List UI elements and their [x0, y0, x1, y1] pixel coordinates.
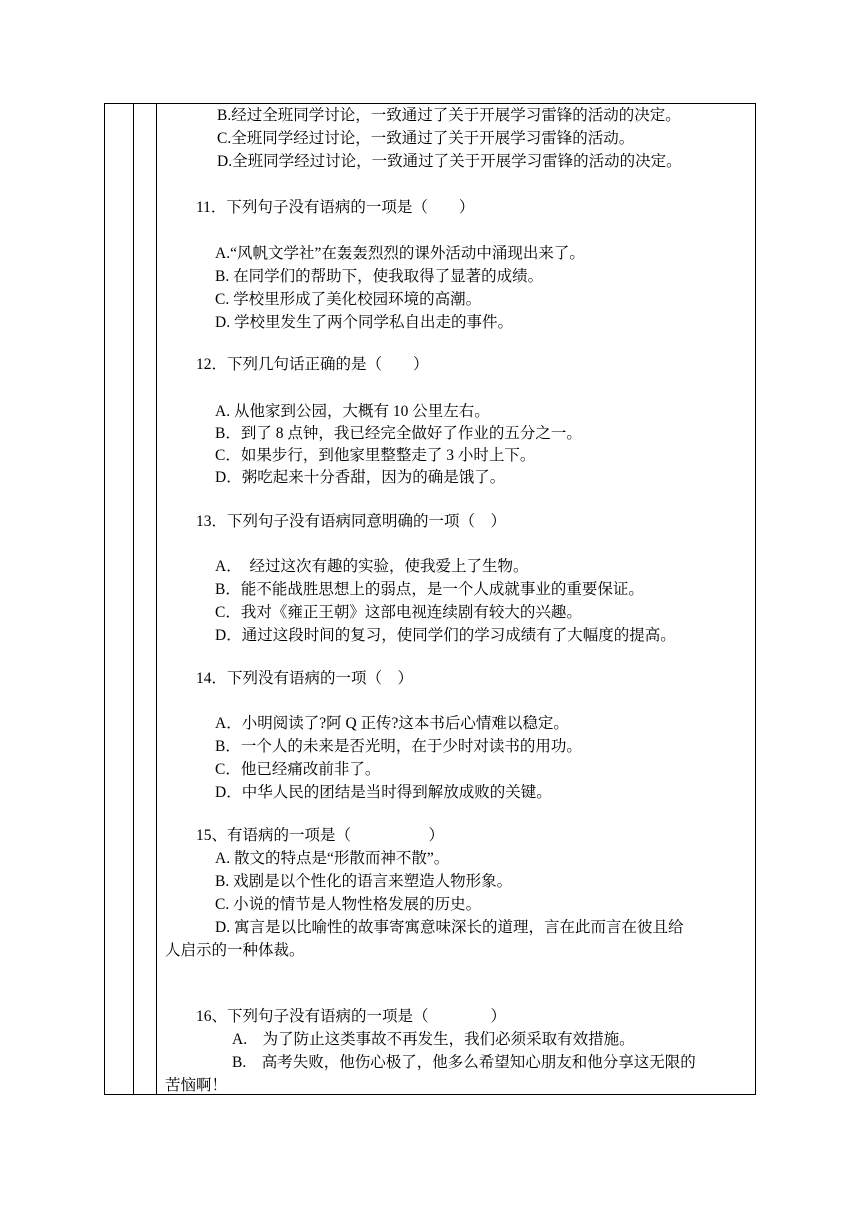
- option-a-q11: A.“风帆文学社”在轰轰烈烈的课外活动中涌现出来了。: [215, 245, 585, 262]
- option-b-q14: B．一个人的未来是否光明，在于少时对读书的用功。: [215, 738, 582, 755]
- option-b-q11: B. 在同学们的帮助下，使我取得了显著的成绩。: [215, 268, 544, 285]
- column-divider-1: [133, 104, 134, 1094]
- question-15: 15、有语病的一项是（ ）: [196, 827, 445, 844]
- question-13: 13．下列句子没有语病同意明确的一项（ ）: [196, 513, 507, 530]
- option-a-q12: A. 从他家到公园，大概有 10 公里左右。: [215, 403, 490, 420]
- option-a-q13: A． 经过这次有趣的实验，使我爱上了生物。: [215, 558, 529, 575]
- option-c-q11: C. 学校里形成了美化校园环境的高潮。: [215, 291, 482, 308]
- question-14: 14．下列没有语病的一项（ ）: [196, 670, 414, 687]
- option-c-q13: C．我对《雍正王朝》这部电视连续剧有较大的兴趣。: [215, 604, 582, 621]
- question-11: 11．下列句子没有语病的一项是（ ）: [196, 199, 475, 216]
- question-content-cell: [157, 103, 754, 1095]
- option-d-q12: D．粥吃起来十分香甜，因为的确是饿了。: [215, 469, 506, 486]
- option-a-q16: A. 为了防止这类事故不再发生，我们必须采取有效措施。: [232, 1031, 635, 1048]
- option-b-q12: B．到了 8 点钟，我已经完全做好了作业的五分之一。: [215, 425, 582, 442]
- option-c-q12: C．如果步行，到他家里整整走了 3 小时上下。: [215, 447, 536, 464]
- option-d-q14: D．中华人民的团结是当时得到解放成败的关键。: [215, 784, 552, 801]
- option-d-q15: D. 寓言是以比喻性的故事寄寓意味深长的道理，言在此而言在彼且给: [215, 919, 684, 936]
- option-b-q16-continued: 苦恼啊！: [165, 1077, 228, 1094]
- option-d-q15-continued: 人启示的一种体裁。: [165, 942, 305, 959]
- question-16: 16、下列句子没有语病的一项是（ ）: [196, 1008, 507, 1025]
- option-b-q15: B. 戏剧是以个性化的语言来塑造人物形象。: [215, 873, 513, 890]
- option-b-q16: B. 高考失败，他伤心极了，他多么希望知心朋友和他分享这无限的: [232, 1054, 696, 1071]
- option-d-q13: D．通过这段时间的复习，使同学们的学习成绩有了大幅度的提高。: [215, 627, 676, 644]
- option-b-q10: B.经过全班同学讨论，一致通过了关于开展学习雷锋的活动的决定。: [217, 107, 681, 124]
- option-b-q13: B．能不能战胜思想上的弱点，是一个人成就事业的重要保证。: [215, 581, 644, 598]
- option-a-q14: A．小明阅读了?阿 Q 正传?这本书后心情难以稳定。: [215, 715, 569, 732]
- option-d-q10: D.全班同学经过讨论，一致通过了关于开展学习雷锋的活动的决定。: [217, 153, 682, 170]
- option-d-q11: D. 学校里发生了两个同学私自出走的事件。: [215, 314, 513, 331]
- option-c-q15: C. 小说的情节是人物性格发展的历史。: [215, 896, 482, 913]
- option-c-q14: C．他已经痛改前非了。: [215, 761, 381, 778]
- option-c-q10: C.全班同学经过讨论，一致通过了关于开展学习雷锋的活动。: [217, 130, 635, 147]
- option-a-q15: A. 散文的特点是“形散而神不散”。: [215, 850, 450, 867]
- question-12: 12．下列几句话正确的是（ ）: [196, 356, 429, 373]
